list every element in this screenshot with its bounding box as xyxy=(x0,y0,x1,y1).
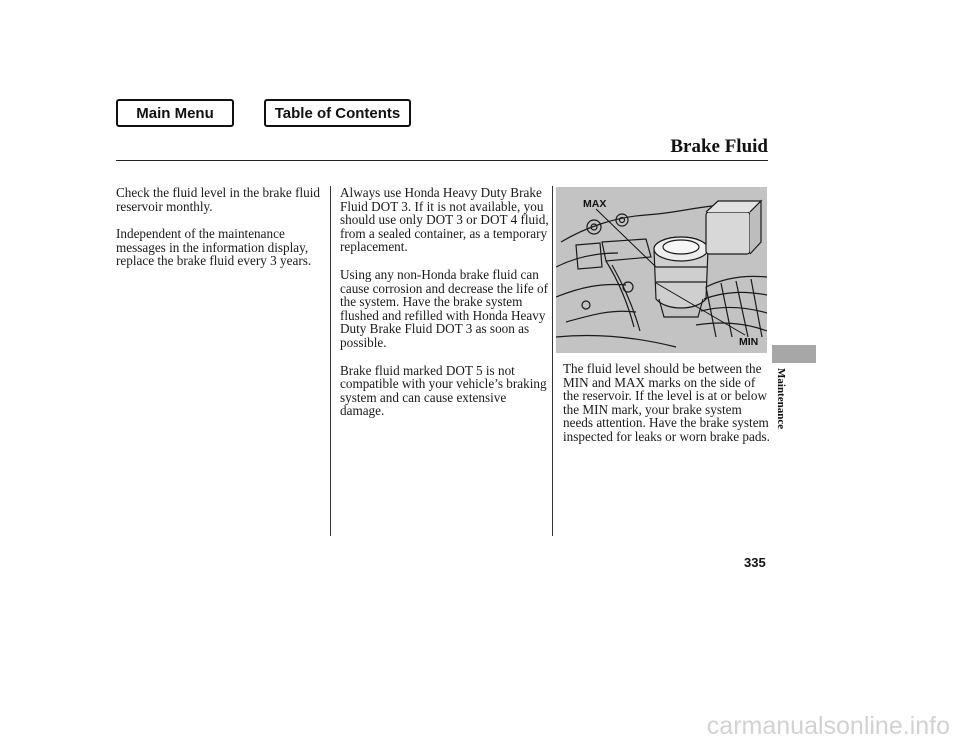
column-divider xyxy=(552,186,553,536)
engine-bay-drawing xyxy=(556,187,767,353)
page-title: Brake Fluid xyxy=(670,136,768,157)
paragraph: Brake fluid marked DOT 5 is not compatible with your vehicle’s braking system and can cause extensive damage. xyxy=(340,362,547,419)
paragraph: Always use Honda Heavy Duty Brake Fluid DOT 3. If it is not available, you should use only DOT 3 or DOT 4 fluid, from a sealed container, as a temporary replacement. xyxy=(340,185,549,255)
section-side-label: Maintenance xyxy=(775,368,787,430)
text-column-1 xyxy=(116,186,328,282)
section-tab-marker xyxy=(772,345,816,363)
paragraph: Independent of the maintenance messages in the information display, replace the brake fluid every 3 years. xyxy=(116,226,312,269)
table-of-contents-button[interactable]: Table of Contents xyxy=(264,99,411,127)
site-watermark: carmanualsonline.info xyxy=(706,712,950,740)
header-divider xyxy=(116,160,768,161)
paragraph: The fluid level should be between the MIN and MAX marks on the side of the reservoir. If the level is at or below the MIN mark, your brake system needs attention. Have the brake system inspected for leaks or worn brake pads. xyxy=(563,361,770,444)
max-mark-label: MAX xyxy=(583,198,607,210)
paragraph: Using any non-Honda brake fluid can cause corrosion and decrease the life of the system. Have the brake system flushed and refilled with Honda Heavy Duty Brake Fluid DOT 3 as soon as possible. xyxy=(340,266,548,350)
text-column-2 xyxy=(340,186,550,432)
brake-reservoir-illustration xyxy=(556,187,767,353)
page-number: 335 xyxy=(744,555,766,570)
text-column-3 xyxy=(563,362,773,458)
min-mark-label: MIN xyxy=(739,336,759,348)
main-menu-button[interactable]: Main Menu xyxy=(116,99,234,127)
paragraph: Check the fluid level in the brake fluid reservoir monthly. xyxy=(116,185,320,214)
column-divider xyxy=(330,186,331,536)
